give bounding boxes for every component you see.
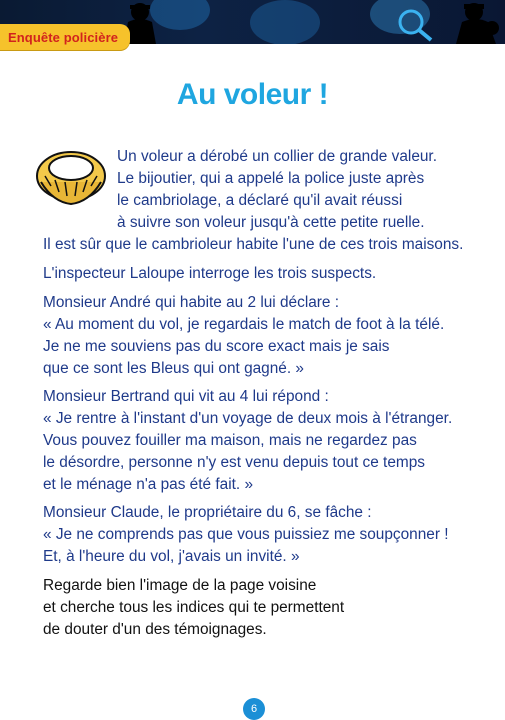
claude-line: « Je ne comprends pas que vous puissiez me soupçonner ! bbox=[43, 526, 449, 543]
page-title: Au voleur ! bbox=[176, 78, 329, 111]
intro-line: Il est sûr que le cambrioleur habite l'une de ces trois maisons. bbox=[43, 236, 464, 253]
andre-line: Monsieur André qui habite au 2 lui déclare : bbox=[43, 294, 340, 311]
instruction-line: et cherche tous les indices qui te permettent bbox=[43, 599, 345, 616]
instruction-line: Regarde bien l'image de la page voisine bbox=[43, 577, 317, 594]
thief-silhouette-icon bbox=[448, 0, 503, 44]
intro-line: Le bijoutier, qui a appelé la police juste après bbox=[117, 170, 425, 187]
page-number: 6 bbox=[243, 698, 265, 720]
inspector-paragraph: L'inspecteur Laloupe interroge les trois suspects. bbox=[43, 265, 377, 282]
intro-line: à suivre son voleur jusqu'à cette petite ruelle. bbox=[117, 214, 425, 231]
claude-line: Et, à l'heure du vol, j'avais un invité. » bbox=[43, 548, 300, 565]
claude-line: Monsieur Claude, le propriétaire du 6, se fâche : bbox=[43, 504, 372, 521]
bertrand-line: et le ménage n'a pas été fait. » bbox=[43, 476, 253, 493]
category-tag bbox=[0, 24, 130, 50]
instruction-line: de douter d'un des témoignages. bbox=[43, 621, 267, 638]
bertrand-line: Monsieur Bertrand qui vit au 4 lui répond : bbox=[43, 388, 329, 405]
bertrand-line: le désordre, personne n'y est venu depuis tout ce temps bbox=[43, 454, 425, 471]
necklace-icon bbox=[33, 146, 109, 210]
intro-line: le cambriolage, a déclaré qu'il avait réussi bbox=[117, 192, 403, 209]
bertrand-line: « Je rentre à l'instant d'un voyage de deux mois à l'étranger. bbox=[43, 410, 453, 427]
bertrand-line: Vous pouvez fouiller ma maison, mais ne regardez pas bbox=[43, 432, 417, 449]
andre-line: Je ne me souviens pas du score exact mais je sais bbox=[43, 338, 390, 355]
intro-line: Un voleur a dérobé un collier de grande valeur. bbox=[117, 148, 437, 165]
header-light bbox=[250, 0, 320, 44]
andre-line: que ce sont les Bleus qui ont gagné. » bbox=[43, 360, 304, 377]
category-tag-label: Enquête policière bbox=[8, 29, 119, 45]
magnifier-icon bbox=[395, 6, 435, 42]
andre-line: « Au moment du vol, je regardais le match de foot à la télé. bbox=[43, 316, 445, 333]
